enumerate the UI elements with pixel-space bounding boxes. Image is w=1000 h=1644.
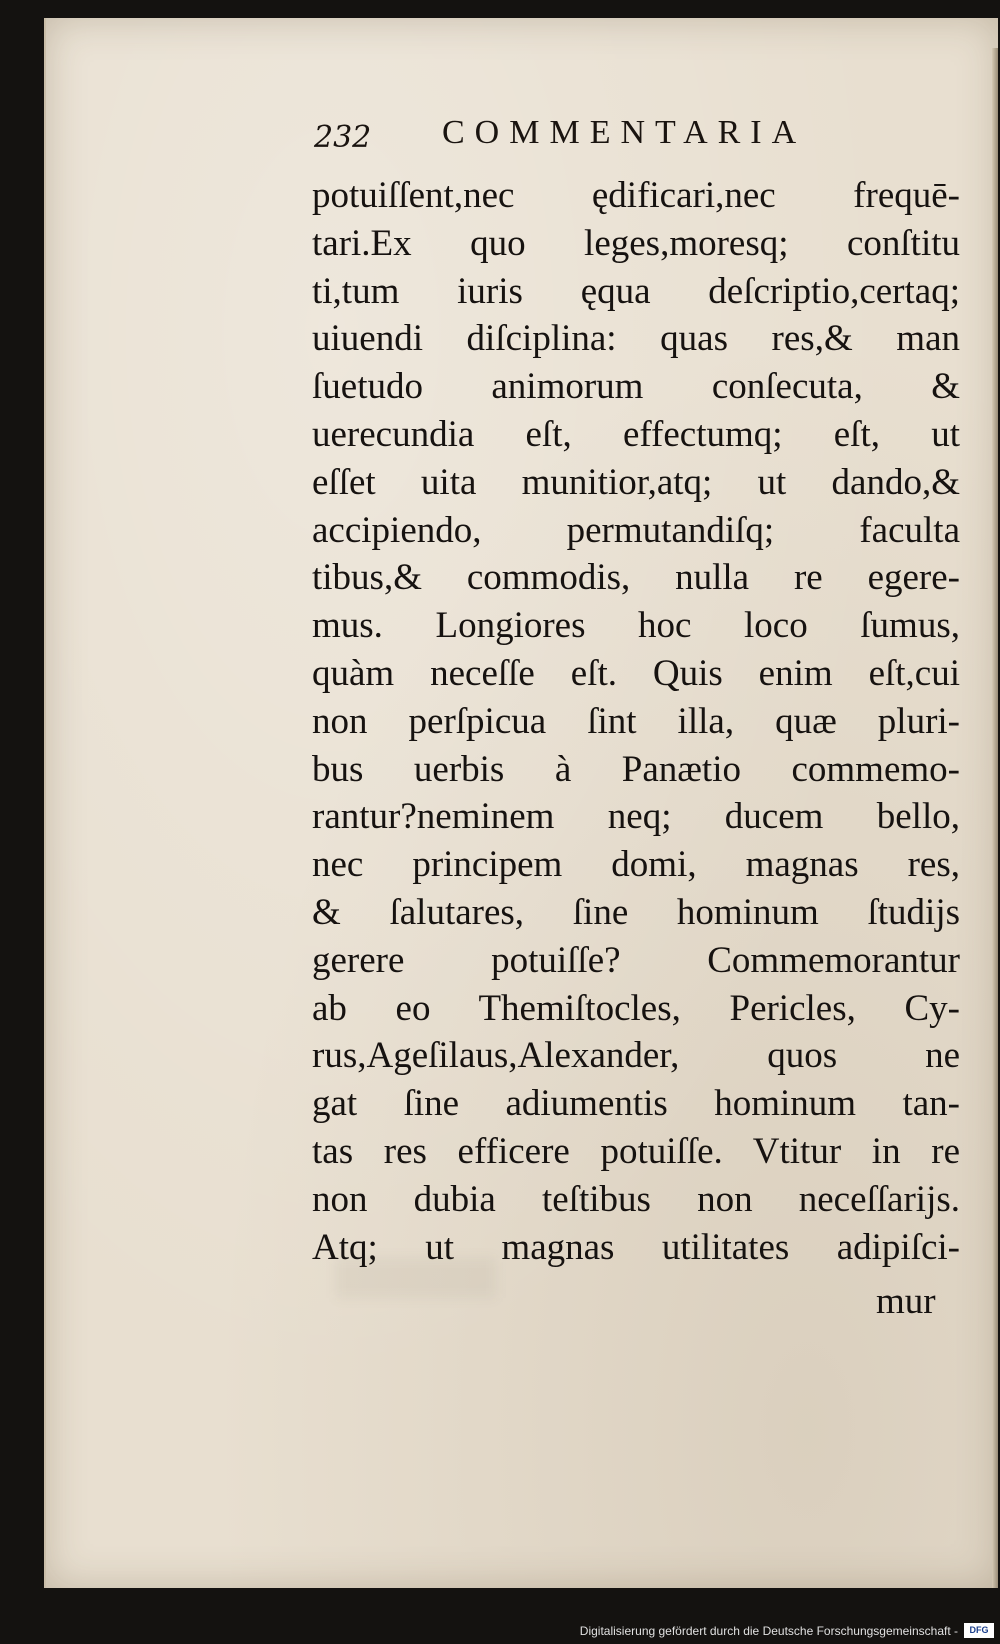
text-line: potuiſſent,nec ędificari,nec frequē- (312, 175, 960, 216)
text-line: ab eo Themiſtocles, Pericles, Cy- (312, 987, 960, 1029)
book-page (44, 18, 998, 1588)
text-line: rus,Ageſilaus,Alexander, quos ne (312, 1035, 960, 1077)
page-number: 232 (314, 120, 372, 155)
text-line: uiuendi diſciplina: quas res,& man (312, 318, 960, 360)
footer-bar (0, 1614, 1000, 1644)
text-line: ſuetudo animorum conſecuta, & (312, 366, 960, 408)
text-line: uerecundia eſt, effectumq; eſt, ut (312, 413, 960, 455)
text-line: tas res efficere potuiſſe. Vtitur in re (312, 1130, 960, 1172)
text-block (312, 172, 960, 1271)
catchword: mur (876, 1281, 936, 1322)
funding-credit: Digitalisierung gefördert durch die Deutsche Forschungsgemeinschaft - (579, 1624, 958, 1638)
text-line: ti,tum iuris ęqua deſcriptio,certaq; (312, 270, 960, 312)
text-line: accipiendo, permutandiſq; facultа (312, 509, 960, 551)
text-line: nec principem domi, magnas res, (312, 844, 960, 886)
text-line: non dubia teſtibus non neceſſarijs. (312, 1178, 960, 1220)
text-line: Atq; ut magnas utilitates adipiſci- (312, 1226, 960, 1268)
dfg-logo-icon: DFG (964, 1623, 994, 1638)
text-line: tari.Ex quo leges,moresq; conſtitu (312, 222, 960, 264)
text-line: bus uerbis à Panætio commemo- (312, 748, 960, 790)
text-line: mus. Longiores hoc loco ſumus, (312, 605, 960, 647)
text-line: rantur?neminem neq; ducem bello, (312, 796, 960, 838)
text-line: non perſpicua ſint illa, quæ pluri- (312, 700, 960, 742)
page-header (314, 114, 914, 164)
text-line: & ſalutares, ſine hominum ſtudijs (312, 891, 960, 933)
running-head: COMMENTARIA (442, 114, 807, 151)
page-edge (992, 48, 998, 1588)
text-line: eſſet uita munitior,atq; ut dando,& (312, 461, 960, 503)
text-line: quàm neceſſe eſt. Quis enim eſt,cui (312, 652, 960, 694)
text-line: tibus,& commodis, nulla re egere- (312, 557, 960, 599)
text-line: gat ſine adiumentis hominum tan- (312, 1083, 960, 1125)
text-line: gerere potuiſſe? Commemorantur (312, 939, 960, 981)
